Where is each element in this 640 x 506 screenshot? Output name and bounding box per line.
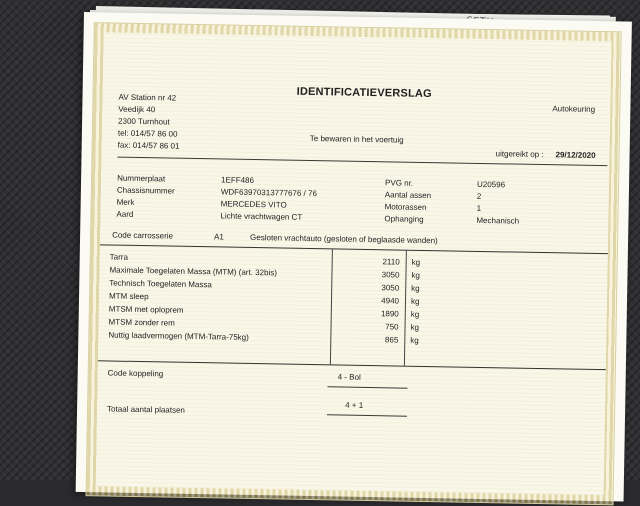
seats-value: 4 + 1 bbox=[345, 400, 364, 410]
make-value: MERCEDES VITO bbox=[220, 199, 287, 210]
body-code-label: Code carrosserie bbox=[112, 230, 174, 241]
coupling-label: Code koppeling bbox=[107, 368, 164, 379]
mass-unit: kg bbox=[411, 270, 420, 280]
coupling-value: 4 - Bol bbox=[337, 372, 361, 382]
mass-unit: kg bbox=[410, 322, 420, 332]
mass-unit: kg bbox=[410, 335, 419, 345]
mass-unit: kg bbox=[411, 257, 421, 267]
pvg-value: U20596 bbox=[476, 179, 506, 190]
mass-unit: kg bbox=[411, 283, 420, 293]
make-label: Merk bbox=[116, 197, 135, 207]
mass-value: 865 bbox=[384, 335, 399, 345]
mass-value: 3050 bbox=[381, 283, 400, 293]
mass-value: 3050 bbox=[381, 270, 400, 280]
mass-label: MTM sleep bbox=[108, 291, 149, 302]
mass-unit: kg bbox=[410, 296, 420, 306]
suspension-label: Ophanging bbox=[384, 214, 424, 224]
address-line: AV Station nr 42 bbox=[118, 92, 177, 103]
mass-value: 4940 bbox=[381, 296, 400, 306]
mass-value: 1890 bbox=[380, 309, 399, 319]
type-value: Lichte vrachtwagen CT bbox=[220, 211, 303, 222]
document-title: IDENTIFICATIEVERSLAG bbox=[296, 85, 432, 101]
plate-label: Nummerplaat bbox=[117, 173, 166, 184]
mass-label: Nuttig laadvermogen (MTM-Tarra-75kg) bbox=[108, 330, 249, 342]
body-code-value: A1 bbox=[214, 232, 224, 242]
mass-value: 2110 bbox=[382, 257, 400, 267]
drive-axles-label: Motorassen bbox=[384, 202, 427, 213]
phone-line: tel: 014/57 86 00 bbox=[117, 128, 178, 139]
drive-axles-value: 1 bbox=[476, 203, 482, 213]
table-divider bbox=[330, 249, 333, 364]
mass-value: 750 bbox=[385, 322, 399, 332]
axles-label: Aantal assen bbox=[384, 190, 432, 201]
chassis-value: WDF63970313777676 / 76 bbox=[220, 187, 318, 199]
body-description: Gesloten vrachtauto (gesloten of beglaasde wanden) bbox=[250, 232, 438, 246]
keep-in-vehicle-note: Te bewaren in het voertuig bbox=[309, 133, 404, 145]
fax-line: fax: 014/57 86 01 bbox=[117, 140, 180, 151]
seats-label: Totaal aantal plaatsen bbox=[106, 404, 185, 415]
mass-label: Tarra bbox=[109, 252, 129, 262]
chassis-label: Chassisnummer bbox=[116, 185, 175, 196]
mass-label: MTSM met oploprem bbox=[108, 304, 184, 315]
table-divider bbox=[404, 251, 407, 366]
mass-label: MTSM zonder rem bbox=[108, 317, 175, 328]
address-line: Veedijk 40 bbox=[118, 104, 156, 115]
address-line: 2300 Turnhout bbox=[118, 116, 170, 127]
plate-value: 1EFF486 bbox=[221, 175, 255, 185]
document-category: Autokeuring bbox=[552, 104, 596, 114]
pvg-label: PVG nr. bbox=[384, 178, 414, 188]
identification-report bbox=[76, 12, 632, 501]
issued-label: uitgereikt op : bbox=[495, 149, 544, 160]
suspension-value: Mechanisch bbox=[476, 215, 520, 226]
mass-unit: kg bbox=[410, 309, 420, 319]
mass-label: Maximale Toegelaten Massa (MTM) (art. 32bis) bbox=[109, 265, 278, 278]
axles-value: 2 bbox=[476, 191, 482, 201]
mass-label: Technisch Toegelaten Massa bbox=[109, 278, 212, 290]
issued-date: 29/12/2020 bbox=[555, 150, 596, 160]
type-label: Aard bbox=[116, 209, 134, 219]
